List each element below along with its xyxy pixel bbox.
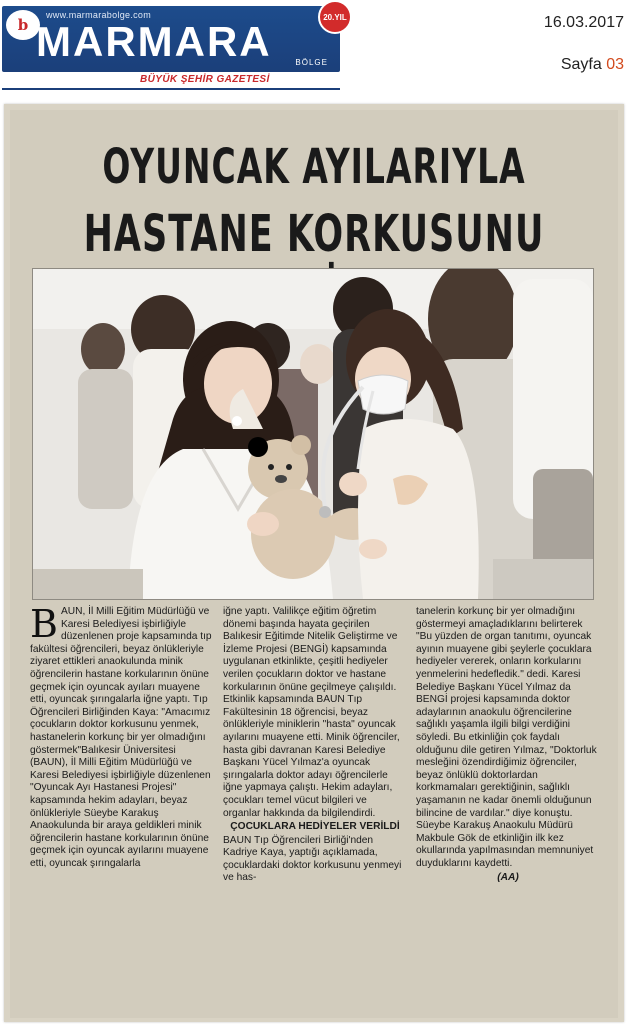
brand-region: BÖLGE — [295, 58, 328, 67]
article-column-1 — [30, 602, 214, 870]
column-2-text-continued: BAUN Tıp Öğrencileri Birliği'nden Kadriye Kaya, yaptığı açıklamada, çocuklardaki doktor korkusunu yenmeyi ve has- — [223, 834, 402, 884]
page-label: Sayfa — [560, 56, 602, 73]
column-3-text: tanelerin korkunç bir yer olmadığını göstermeyi amaçladıklarını belirterek "Bu yüzden de organ tanıtımı, oyuncak ayının muayene gibi şeylerle çocuklara hediyeler vererek, onların korkularını yenmelerini hedefledik." dedi. Karesi Belediye Başkanı Yücel Yılmaz da BENGİ projesi kapsamında doktor adaylarının anaokulu öğrencilerine sağlıklı yaşamla ilgili bilgi verdiğini söyledi. Bu etkinliğin çok faydalı olduğunu dile getiren Yılmaz, "Doktorluk mesleğini özendirdiğimiz öğrenciler, beyaz önlüklü doktorlardan korkmamaları gerektiğinin, sağlıklı yaşamanın ne kadar önemli olduğunun bilincine de vardılar." diye konuştu. Süeybe Karakuş Anaokulu Müdürü Makbule Gök de etkinliğin ilk kez okullarında yapılmasından memnuniyet duyduklarını kaydetti. — [416, 606, 597, 869]
article-source: (AA) — [497, 872, 519, 884]
article-subheading: ÇOCUKLARA HEDİYELER VERİLDİ — [230, 821, 400, 833]
tagline: BÜYÜK ŞEHİR GAZETESİ — [140, 74, 270, 85]
drop-cap: B — [30, 602, 58, 646]
article-photo — [32, 268, 594, 600]
photo-illustration — [33, 269, 593, 599]
headline-line-2: HASTANE KORKUSUNU — [83, 206, 545, 264]
publication-date: 16.03.2017 — [543, 14, 624, 31]
column-1-text: AUN, İl Milli Eğitim Müdürlüğü ve Karesi Belediyesi işbirliğiyle düzenlenen proje kapsamında tıp fakültesi öğrencileri, beyaz önlükleriyle ziyaret ettikleri anaokulunda minik öğrencilerin hastane korkularının önüne geçmek için oyuncak ayıları muayene etti, oyuncak şırıngalarla iğne yaptı. Tıp Öğrencileri Birliğinden Kaya: "Amacımız çocukların doktor korkusunu yenmek, hastanelerin korkunç bir yer olmadığını göstermek"Balıkesir Üniversitesi (BAUN), İl Milli Eğitim Müdürlüğü ve Karesi Belediyesi işbirliğiyle düzenlenen "Oyuncak Ayı Hastanesi Projesi" kapsamında hekim adayları, beyaz önlükleriyle Süeybe Karakuş Anaokulunda bir araya geldikleri minik öğrencilerin hastane korkularının önüne geçmek için oyuncak ayılarını muayene etti, oyuncak şırıngalarla — [30, 606, 212, 869]
header-divider — [2, 88, 340, 90]
column-2-text: iğne yaptı. Valilikçe eğitim öğretim dönemi başında hayata geçirilen Balıkesir Eğitimde Nitelik Geliştirme ve İzleme Projesi (BENGİ) kapsamında uygulanan etkinlikte, çeşitli hediyeler verilen çocukların doktor ve hastane korkularının önüne geçilmeye çalışıldı. Etkinlik kapsamında BAUN Tıp Fakültesinin 18 öğrencisi, beyaz önlükleriyle miniklerin "hasta" oyuncak ayılarını muayene etti. Minik öğrenciler, hasta gibi davranan Karesi Belediye Başkanı Yücel Yılmaz'a oyuncak şırıngalarla doktor adayı öğrencilerle iğne yapmaya çalıştı. Hekim adayları, çocukları temel vücut bilgileri ve organlar hakkında da bilgilendirdi. — [223, 606, 400, 819]
headline-line-1: OYUNCAK AYILARIYLA — [102, 138, 526, 195]
brand-name: MARMARA — [36, 18, 272, 65]
newspaper-logo — [2, 6, 340, 72]
page-number: 03 — [606, 56, 624, 73]
logo-badge-icon: b — [6, 10, 40, 40]
masthead — [0, 0, 345, 92]
clipping-paper — [10, 110, 618, 1018]
anniversary-badge: 20.YIL — [318, 0, 352, 34]
article-column-2 — [223, 606, 407, 885]
page-indicator — [561, 56, 624, 74]
article-clipping — [4, 104, 624, 1022]
article-column-3 — [416, 606, 600, 885]
website-url: www.marmarabolge.com — [46, 10, 152, 20]
article-body — [30, 602, 604, 1018]
